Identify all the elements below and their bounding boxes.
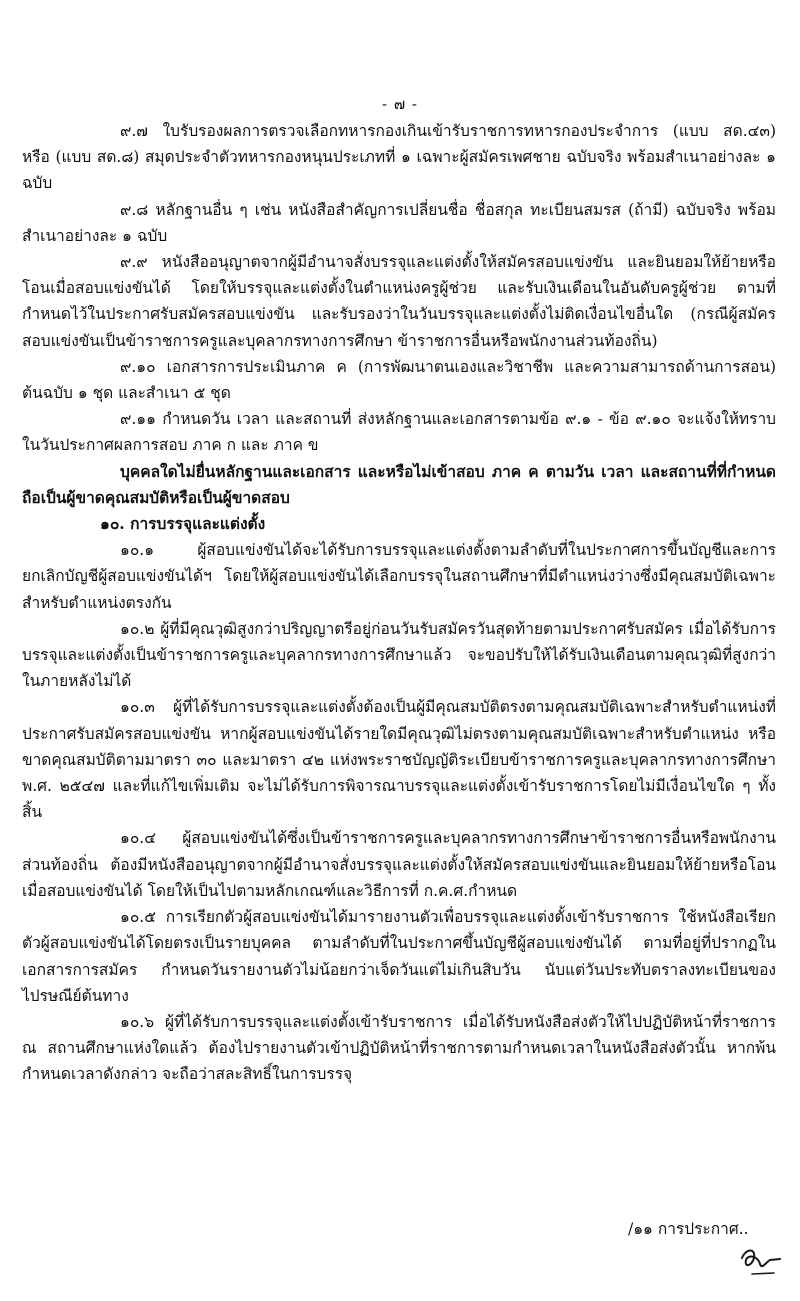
paragraph-9-8: ๙.๘ หลักฐานอื่น ๆ เช่น หนังสือสำคัญการเปลี่ยนชื่อ ชื่อสกุล ทะเบียนสมรส (ถ้ามี) ฉบับจริง พร้อมสำเนาอย่างละ ๑ ฉบับ bbox=[22, 200, 776, 245]
bold-notice: บุคคลใดไม่ยื่นหลักฐานและเอกสาร และหรือไม่เข้าสอบ ภาค ค ตามวัน เวลา และสถานที่ที่กำหนดถือเป็นผู้ขาดคุณสมบัติหรือเป็นผู้ขาดสอบ bbox=[22, 461, 776, 507]
handwritten-signature bbox=[736, 1244, 784, 1284]
paragraph-10-1: ๑๐.๑ ผู้สอบแข่งขันได้จะได้รับการบรรจุและแต่งตั้งตามลำดับที่ในประกาศการขึ้นบัญชีและการยกเลิกบัญชีผู้สอบแข่งขันได้ฯ โดยให้ผู้สอบแข่งขันได้เลือกบรรจุในสถานศึกษาที่มีตำแหน่งว่างซึ่งมีคุณสมบัติเฉพาะสำหรับตำแหน่งตรงกัน bbox=[22, 541, 776, 612]
paragraph-9-7: ๙.๗ ใบรับรองผลการตรวจเลือกทหารกองเกินเข้ารับราชการทหารกองประจำการ (แบบ สด.๔๓) หรือ (แบบ สด.๘) สมุดประจำตัวทหารกองหนุนประเภทที่ ๑ เฉพาะผู้สมัครเพศชาย ฉบับจริง พร้อมสำเนาอย่างละ ๑ ฉบับ bbox=[22, 122, 776, 193]
signature-icon bbox=[736, 1244, 784, 1284]
paragraph-10-4: ๑๐.๔ ผู้สอบแข่งขันได้ซึ่งเป็นข้าราชการครูและบุคลากรทางการศึกษาข้าราชการอื่นหรือพนักงานส่วนท้องถิ่น ต้องมีหนังสืออนุญาตจากผู้มีอำนาจสั่งบรรจุและแต่งตั้งให้สมัครสอบแข่งขันและยินยอมให้ย้ายหรือโอนเมื่อสอบแข่งขันได้ โดยให้เป็นไปตามหลักเกณฑ์และวิธีการที่ ก.ค.ศ.กำหนด bbox=[22, 829, 776, 900]
continuation-reference: /๑๑ การประกาศ.. bbox=[628, 1220, 749, 1238]
paragraph-9-11: ๙.๑๑ กำหนดวัน เวลา และสถานที่ ส่งหลักฐานและเอกสารตามข้อ ๙.๑ - ข้อ ๙.๑๐ จะแจ้งให้ทราบในวันประกาศผลการสอบ ภาค ก และ ภาค ข bbox=[22, 410, 776, 455]
paragraph-10-3: ๑๐.๓ ผู้ที่ได้รับการบรรจุและแต่งตั้งต้องเป็นผู้มีคุณสมบัติตรงตามคุณสมบัติเฉพาะสำหรับตำแหน่งที่ประกาศรับสมัครสอบแข่งขัน หากผู้สอบแข่งขันได้รายใดมีคุณวุฒิไม่ตรงตามคุณสมบัติเฉพาะสำหรับตำแหน่ง หรือขาดคุณสมบัติตามมาตรา ๓๐ และมาตรา ๔๒ แห่งพระราชบัญญัติระเบียบข้าราชการครูและบุคลากรทางการศึกษา พ.ศ. ๒๕๔๗ และที่แก้ไขเพิ่มเติม จะไม่ได้รับการพิจารณาบรรจุและแต่งตั้งเข้ารับราชการโดยไม่มีเงื่อนไขใด ๆ ทั้งสิ้น bbox=[22, 698, 776, 822]
document-body bbox=[22, 118, 776, 1088]
paragraph-9-9: ๙.๙ หนังสืออนุญาตจากผู้มีอำนาจสั่งบรรจุและแต่งตั้งให้สมัครสอบแข่งขัน และยินยอมให้ย้ายหรือโอนเมื่อสอบแข่งขันได้ โดยให้บรรจุและแต่งตั้งในตำแหน่งครูผู้ช่วย และรับเงินเดือนในอันดับครูผู้ช่วย ตามที่กำหนดไว้ในประกาศรับสมัครสอบแข่งขัน และรับรองว่าในวันบรรจุและแต่งตั้งไม่ติดเงื่อนไขอื่นใด (กรณีผู้สมัครสอบแข่งขันเป็นข้าราชการครูและบุคลากรทางการศึกษา ข้าราชการอื่นหรือพนักงานส่วนท้องถิ่น) bbox=[22, 253, 776, 350]
paragraph-9-10: ๙.๑๐ เอกสารการประเมินภาค ค (การพัฒนาตนเองและวิชาชีพ และความสามารถด้านการสอน) ต้นฉบับ ๑ ชุด และสำเนา ๕ ชุด bbox=[22, 357, 776, 403]
page-number: - ๗ - bbox=[382, 95, 418, 113]
paragraph-10-2: ๑๐.๒ ผู้ที่มีคุณวุฒิสูงกว่าปริญญาตรีอยู่ก่อนวันรับสมัครวันสุดท้ายตามประกาศรับสมัคร เมื่อได้รับการบรรจุและแต่งตั้งเป็นข้าราชการครูและบุคลากรทางการศึกษาแล้ว จะขอปรับให้ได้รับเงินเดือนตามคุณวุฒิที่สูงกว่าในภายหลังไม่ได้ bbox=[22, 619, 776, 691]
paragraph-10-5: ๑๐.๕ การเรียกตัวผู้สอบแข่งขันได้มารายงานตัวเพื่อบรรจุและแต่งตั้งเข้ารับราชการ ใช้หนังสือเรียกตัวผู้สอบแข่งขันได้โดยตรงเป็นรายบุคคล ตามลำดับที่ในประกาศขึ้นบัญชีผู้สอบแข่งขันได้ ตามที่อยู่ที่ปรากฏในเอกสารการสมัคร กำหนดวันรายงานตัวไม่น้อยกว่าเจ็ดวันแต่ไม่เกินสิบวัน นับแต่วันประทับตราลงทะเบียนของไปรษณีย์ต้นทาง bbox=[22, 908, 776, 1005]
paragraph-10-6: ๑๐.๖ ผู้ที่ได้รับการบรรจุและแต่งตั้งเข้ารับราชการ เมื่อได้รับหนังสือส่งตัวให้ไปปฏิบัติหน้าที่ราชการ ณ สถานศึกษาแห่งใดแล้ว ต้องไปรายงานตัวเข้าปฏิบัติหน้าที่ราชการตามกำหนดเวลาในหนังสือส่งตัวนั้น หากพ้นกำหนดเวลาดังกล่าว จะถือว่าสละสิทธิ์ในการบรรจุ bbox=[22, 1012, 776, 1084]
section-heading-10: ๑๐. การบรรจุและแต่งตั้ง bbox=[100, 514, 266, 534]
